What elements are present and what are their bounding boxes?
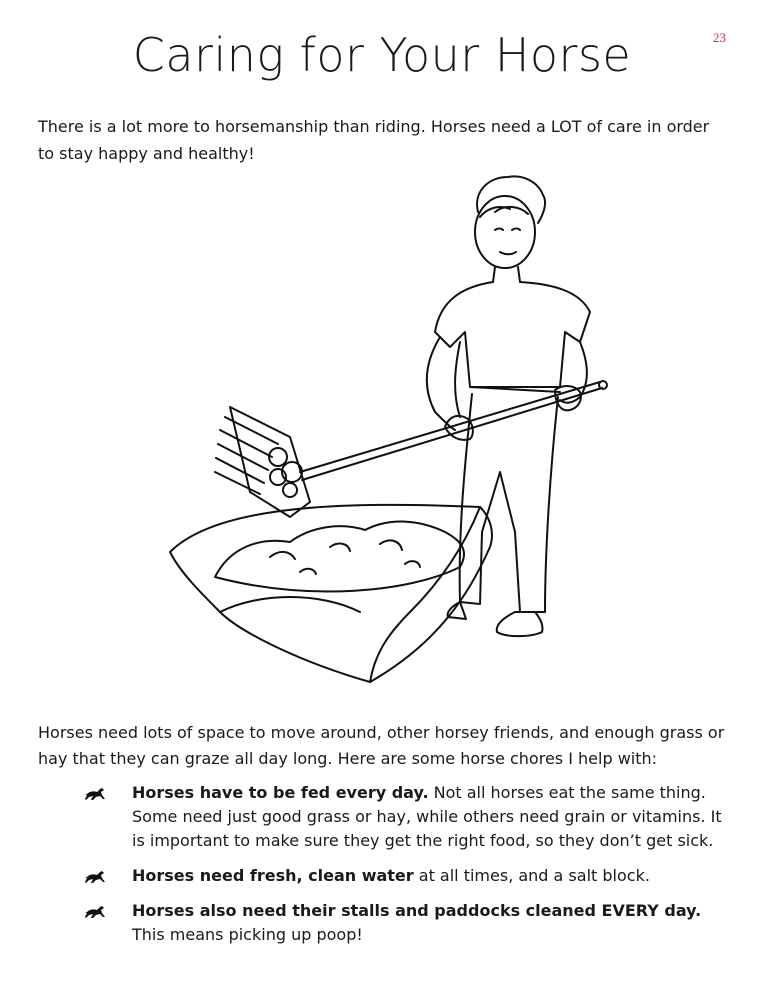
page-title: Caring for Your Horse xyxy=(132,28,632,82)
running-horse-icon xyxy=(84,785,106,801)
list-item xyxy=(84,899,734,947)
intro-paragraph: There is a lot more to horsemanship than riding. Horses need a LOT of care in order to stay happy and healthy! xyxy=(38,117,710,163)
chore-3-text: This means picking up poop! xyxy=(132,925,363,944)
chore-2-bold: Horses need fresh, clean water xyxy=(132,866,414,885)
list-item xyxy=(84,781,734,853)
page-number: 23 xyxy=(713,30,726,45)
list-item xyxy=(84,864,734,888)
chore-3-bold: Horses also need their stalls and paddocks cleaned EVERY day. xyxy=(132,901,702,920)
chore-1-text: Not all horses eat the same thing. Some need just good grass or hay, while others need grain or vitamins. It is important to make sure they get the right food, so they don’t get sick. xyxy=(132,783,722,850)
chores-intro-paragraph: Horses need lots of space to move around, other horsey friends, and enough grass or hay that they can graze all day long. Here are some horse chores I help with: xyxy=(38,723,725,768)
chore-1-bold: Horses have to be fed every day. xyxy=(132,783,429,802)
chore-2-text: at all times, and a salt block. xyxy=(413,866,650,885)
running-horse-icon xyxy=(84,903,106,919)
boy-mucking-wheelbarrow-illustration xyxy=(160,172,610,692)
running-horse-icon xyxy=(84,868,106,884)
chores-list xyxy=(84,781,734,958)
